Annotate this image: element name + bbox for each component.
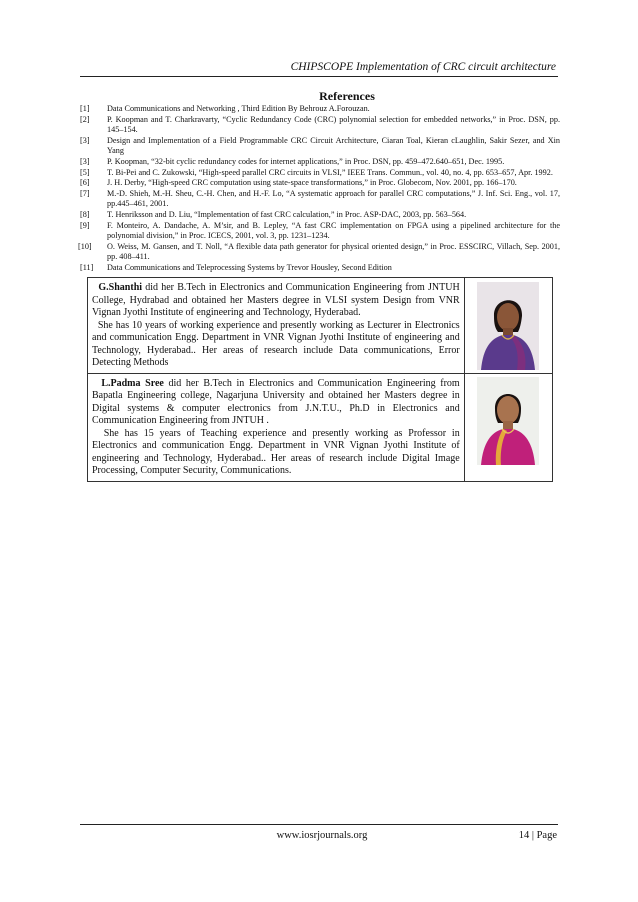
reference-text: P. Koopman, “32-bit cyclic redundancy codes for internet applications,” in Proc. DSN, pp. 459–472.640–651, Dec. 1995.: [107, 156, 505, 166]
references-heading: [0, 89, 638, 104]
reference-text: J. H. Derby, “High-speed CRC computation using state-space transformations,” in Proc. Globecom, Nov. 2001, pp. 166–170.: [107, 178, 517, 188]
bio-text: did her B.Tech in Electronics and Communication Engineering from JNTUH College, Hydrabad and obtained her Masters degree in VLSI system Design from VNR Vignan Jyothi Institute of engineering and Technology, Hyderabad.: [92, 282, 460, 318]
author-row: [88, 373, 553, 481]
reference-text: M.-D. Shieh, M.-H. Sheu, C.-H. Chen, and H.-F. Lo, “A systematic approach for parallel CRC computations,” J. Inf. Sci. Eng., vol. 17, pp.445–461, 2001.: [107, 188, 560, 209]
reference-number: [9]: [80, 220, 90, 230]
author-photo-cell: [464, 373, 552, 481]
author-row: [88, 278, 553, 374]
reference-item: [80, 189, 560, 210]
reference-text: Data Communications and Networking , Third Edition By Behrouz A.Forouzan.: [107, 104, 370, 113]
bio-text: She has 10 years of working experience and presently working as Lecturer in Electronics and communication Engg. Department in VNR Vignan Jyothi Institute of engineering and Technology, Hyderabad.. Her areas of research include Data communications, Error Detecting Methods: [92, 319, 460, 368]
footer-rule: [80, 824, 558, 825]
neck: [503, 328, 513, 336]
references-heading-text: References: [319, 89, 375, 103]
reference-number: [6]: [80, 178, 90, 188]
header-rule: [80, 76, 558, 77]
author-bio: [88, 373, 465, 481]
bio-paragraph: [92, 320, 460, 370]
reference-number: [8]: [80, 209, 90, 219]
footer-url-text: www.iosrjournals.org: [276, 830, 368, 841]
bio-text: She has 15 years of Teaching experience and presently working as Professor in Electronics and communication Engg. Department in VNR Vignan Jyothi Institute of engineering and Technology, Hyderabad.. Her areas of research include Digital Image Processing, Computer Security, Communications.: [92, 427, 460, 476]
reference-number: [11]: [80, 262, 94, 272]
reference-item: [80, 157, 560, 168]
reference-item: [80, 263, 560, 274]
running-header: CHIPSCOPE Implementation of CRC circuit architecture: [290, 61, 556, 73]
bio-paragraph: [92, 282, 460, 320]
bio-paragraph: [92, 428, 460, 478]
neck: [503, 421, 513, 430]
reference-text: T. Henriksson and D. Liu, “Implementation of fast CRC calculation,” in Proc. ASP-DAC, 2003, pp. 563–564.: [107, 209, 467, 219]
face: [497, 396, 519, 424]
reference-list: [80, 104, 560, 274]
reference-item: [80, 104, 560, 115]
reference-item: [80, 210, 560, 221]
author-name: G.Shanthi: [98, 282, 143, 293]
reference-item: [80, 242, 560, 263]
author-photo-cell: [464, 278, 552, 374]
author-bio-table: [87, 277, 553, 482]
bio-paragraph: [92, 378, 460, 428]
reference-number: [3]: [80, 156, 90, 166]
page-number: 14 | Page: [518, 830, 557, 841]
reference-number: [1]: [80, 104, 90, 113]
reference-item: [80, 221, 560, 242]
reference-number: [10]: [78, 241, 92, 251]
reference-item: [80, 115, 560, 136]
reference-text: F. Monteiro, A. Dandache, A. M’sir, and B. Lepley, “A fast CRC implementation on FPGA using a pipelined architecture for the polynomial division,” in Proc. ICECS, 2001, vol. 3, pp. 1231–1234.: [107, 220, 560, 241]
bio-text: did her B.Tech in Electronics and Communication Engineering from Bapatla Engineering college, Nagarjuna University and obtained her Masters degree in Digital systems & computer electronics from J.N.T.U., Ph.D in Electronics and Communication Engineering from JNTUH .: [92, 377, 460, 426]
author-photo: [477, 282, 539, 370]
reference-number: [2]: [80, 114, 90, 124]
reference-text: P. Koopman and T. Charkravarty, “Cyclic Redundancy Code (CRC) polynomial selection for embedded networks,” in Proc. DSN, pp. 145–154.: [107, 114, 560, 135]
reference-text: Data Communications and Teleprocessing Systems by Trevor Housley, Second Edition: [107, 262, 392, 272]
reference-number: [3]: [80, 135, 90, 145]
reference-item: [80, 136, 560, 157]
reference-text: T. Bi-Pei and C. Zukowski, “High-speed parallel CRC circuits in VLSI,” IEEE Trans. Commun., vol. 40, no. 4, pp. 653–657, Apr. 1992.: [107, 167, 553, 177]
author-bio: [88, 278, 465, 374]
reference-text: Design and Implementation of a Field Programmable CRC Circuit Architecture, Ciaran Toal, Kieran cLaughlin, Sakir Sezer, and Xin Yang: [107, 135, 560, 156]
reference-item: [80, 168, 560, 179]
reference-number: [5]: [80, 167, 90, 177]
author-name: L.Padma Sree: [101, 377, 164, 389]
reference-item: [80, 178, 560, 189]
author-photo: [477, 377, 539, 465]
reference-number: [7]: [80, 188, 90, 198]
face: [497, 303, 519, 331]
reference-text: O. Weiss, M. Gansen, and T. Noll, “A flexible data path generator for physical oriented design,” in Proc. ESSCIRC, Villach, Sep. 2001, pp. 408–411.: [107, 241, 560, 262]
